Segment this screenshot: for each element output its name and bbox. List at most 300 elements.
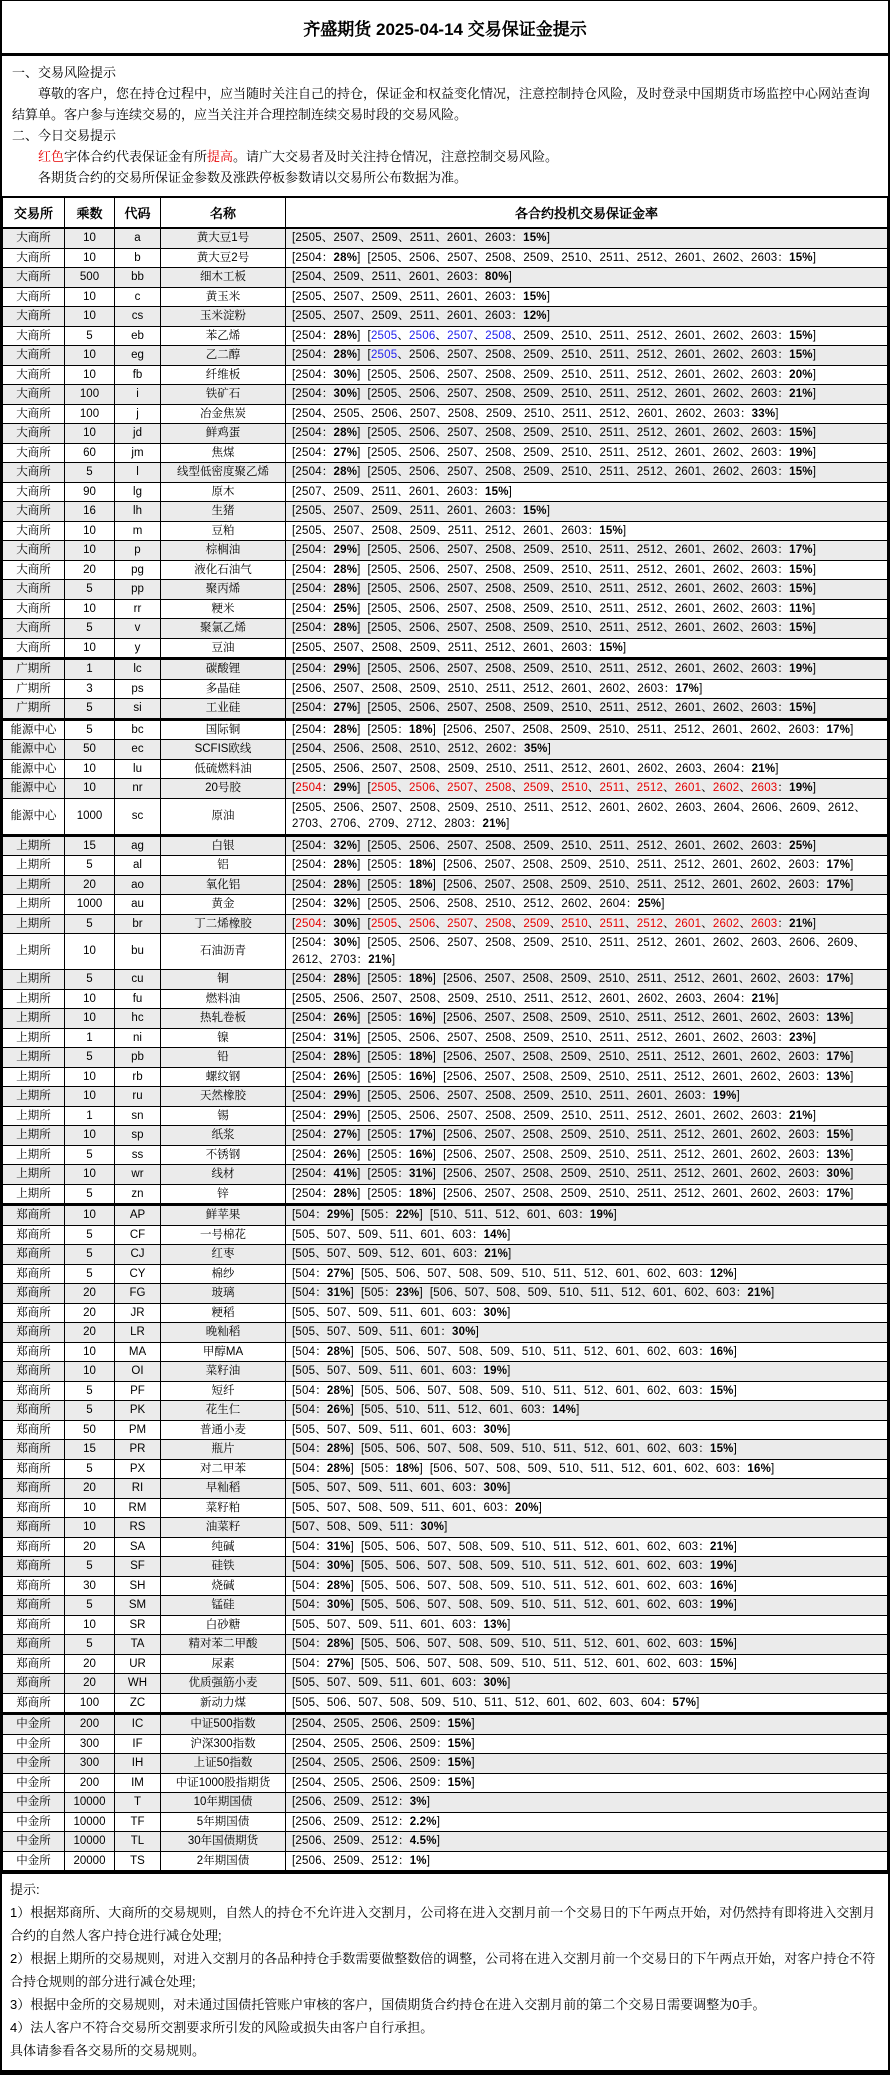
exchange-cell: 郑商所 (3, 1498, 65, 1518)
table-row (3, 875, 888, 895)
code-cell: IM (115, 1773, 161, 1793)
code-cell: au (115, 895, 161, 915)
exchange-cell: 郑商所 (3, 1576, 65, 1596)
exchange-cell: 中金所 (3, 1734, 65, 1754)
margin-rates-cell: [2505、2507、2509、2511、2601、2603：12%] (286, 307, 888, 327)
table-row (3, 1635, 888, 1655)
exchange-cell: 上期所 (3, 1184, 65, 1205)
exchange-cell: 郑商所 (3, 1342, 65, 1362)
name-cell: 豆油 (161, 638, 286, 659)
code-cell: jm (115, 443, 161, 463)
name-cell: 沪深300指数 (161, 1734, 286, 1754)
multiplier-cell: 10000 (65, 1812, 115, 1832)
code-cell: ru (115, 1087, 161, 1107)
table-row (3, 1557, 888, 1577)
margin-rates-cell: [2506、2509、2512：4.5%] (286, 1832, 888, 1852)
margin-rates-cell: [505、507、509、511、601、603：19%] (286, 1362, 888, 1382)
multiplier-cell: 5 (65, 1596, 115, 1616)
name-cell: 一号棉花 (161, 1225, 286, 1245)
exchange-cell: 大商所 (3, 307, 65, 327)
margin-rates-cell: [504：28%] [505、506、507、508、509、510、511、512、601、602、603：16%] (286, 1576, 888, 1596)
multiplier-cell: 15 (65, 1440, 115, 1460)
margin-rates-cell: [2505、2507、2509、2511、2601、2603：15%] (286, 228, 888, 248)
exchange-cell: 中金所 (3, 1793, 65, 1813)
name-cell: 纸浆 (161, 1126, 286, 1146)
multiplier-cell: 20 (65, 875, 115, 895)
code-cell: WH (115, 1674, 161, 1694)
table-row (3, 1184, 888, 1205)
exchange-cell: 郑商所 (3, 1479, 65, 1499)
table-row (3, 1459, 888, 1479)
multiplier-cell: 10 (65, 1518, 115, 1538)
exchange-cell: 郑商所 (3, 1693, 65, 1714)
name-cell: 铅 (161, 1048, 286, 1068)
code-cell: al (115, 856, 161, 876)
exchange-cell: 能源中心 (3, 779, 65, 799)
code-cell: a (115, 228, 161, 248)
table-row (3, 1106, 888, 1126)
exchange-cell: 郑商所 (3, 1205, 65, 1226)
code-cell: wr (115, 1165, 161, 1185)
table-row (3, 1832, 888, 1852)
multiplier-cell: 10 (65, 424, 115, 444)
exchange-cell: 能源中心 (3, 798, 65, 835)
table-row (3, 599, 888, 619)
exchange-cell: 中金所 (3, 1812, 65, 1832)
exchange-cell: 上期所 (3, 856, 65, 876)
margin-rates-cell: [505、507、509、511、601、603：14%] (286, 1225, 888, 1245)
multiplier-cell: 10 (65, 989, 115, 1009)
exchange-cell: 中金所 (3, 1832, 65, 1852)
table-row (3, 1674, 888, 1694)
margin-rates-cell: [504：29%] [505：22%] [510、511、512、601、603：19%] (286, 1205, 888, 1226)
multiplier-cell: 16 (65, 502, 115, 522)
name-cell: 低硫燃料油 (161, 759, 286, 779)
exchange-cell: 上期所 (3, 1165, 65, 1185)
margin-rates-cell: [2505、2506、2507、2508、2509、2510、2511、2512、2601、2602、2603、2604：21%] (286, 759, 888, 779)
multiplier-cell: 20 (65, 1537, 115, 1557)
name-cell: 热轧卷板 (161, 1009, 286, 1029)
exchange-cell: 郑商所 (3, 1225, 65, 1245)
multiplier-cell: 100 (65, 385, 115, 405)
table-row (3, 1205, 888, 1226)
exchange-cell: 大商所 (3, 521, 65, 541)
margin-rates-cell: [504：28%] [505：18%] [506、507、508、509、510、511、512、601、602、603：16%] (286, 1459, 888, 1479)
multiplier-cell: 300 (65, 1754, 115, 1774)
code-cell: cu (115, 970, 161, 990)
multiplier-cell: 100 (65, 404, 115, 424)
exchange-cell: 能源中心 (3, 740, 65, 760)
multiplier-cell: 20000 (65, 1851, 115, 1871)
margin-rates-cell: [2504、2509、2511、2601、2603：80%] (286, 268, 888, 288)
multiplier-cell: 5 (65, 1635, 115, 1655)
code-cell: PX (115, 1459, 161, 1479)
table-row (3, 1323, 888, 1343)
table-row (3, 1812, 888, 1832)
table-row (3, 1714, 888, 1735)
code-cell: JR (115, 1303, 161, 1323)
multiplier-cell: 20 (65, 1284, 115, 1304)
exchange-cell: 上期所 (3, 970, 65, 990)
table-row (3, 560, 888, 580)
table-row (3, 856, 888, 876)
name-cell: 液化石油气 (161, 560, 286, 580)
name-cell: 原油 (161, 798, 286, 835)
margin-rates-cell: [2504：26%] [2505：16%] [2506、2507、2508、2509、2510、2511、2512、2601、2602、2603：13%] (286, 1145, 888, 1165)
exchange-cell: 郑商所 (3, 1362, 65, 1382)
code-cell: SA (115, 1537, 161, 1557)
table-row (3, 1793, 888, 1813)
multiplier-cell: 10 (65, 1087, 115, 1107)
multiplier-cell: 10 (65, 638, 115, 659)
code-cell: ec (115, 740, 161, 760)
code-cell: eg (115, 346, 161, 366)
margin-rates-cell: [2507、2509、2511、2601、2603：15%] (286, 482, 888, 502)
margin-rates-cell: [505、507、509、511、601、603：30%] (286, 1303, 888, 1323)
code-cell: rb (115, 1067, 161, 1087)
margin-rates-cell: [2504：26%] [2505：16%] [2506、2507、2508、2509、2510、2511、2512、2601、2602、2603：13%] (286, 1009, 888, 1029)
margin-rates-cell: [504：28%] [505、506、507、508、509、510、511、512、601、602、603：15%] (286, 1381, 888, 1401)
table-row (3, 1245, 888, 1265)
code-cell: T (115, 1793, 161, 1813)
exchange-cell: 上期所 (3, 989, 65, 1009)
table-row (3, 740, 888, 760)
code-cell: TS (115, 1851, 161, 1871)
margin-rates-cell: [2504：28%] [2505、2506、2507、2508、2509、2510、2511、2512、2601、2602、2603：15%] (286, 248, 888, 268)
exchange-cell: 郑商所 (3, 1674, 65, 1694)
table-row (3, 502, 888, 522)
multiplier-cell: 10 (65, 759, 115, 779)
exchange-cell: 上期所 (3, 1009, 65, 1029)
table-row (3, 1225, 888, 1245)
margin-rates-cell: [505、506、507、508、509、510、511、512、601、602、603、604：57%] (286, 1693, 888, 1714)
multiplier-cell: 10 (65, 779, 115, 799)
margin-rates-cell: [2504：28%] [2505、2506、2507、2508、2509、2510、2511、2512、2601、2602、2603：15%] (286, 326, 888, 346)
name-cell: 铝 (161, 856, 286, 876)
code-cell: lu (115, 759, 161, 779)
exchange-cell: 郑商所 (3, 1596, 65, 1616)
multiplier-cell: 1 (65, 659, 115, 680)
multiplier-cell: 5 (65, 914, 115, 934)
table-row (3, 228, 888, 248)
multiplier-cell: 5 (65, 1459, 115, 1479)
multiplier-cell: 5 (65, 699, 115, 720)
exchange-cell: 郑商所 (3, 1264, 65, 1284)
code-cell: CY (115, 1264, 161, 1284)
code-cell: v (115, 619, 161, 639)
code-cell: i (115, 385, 161, 405)
margin-rates-cell: [2504：28%] [2505、2506、2507、2508、2509、2510、2511、2512、2601、2602、2603：15%] (286, 580, 888, 600)
exchange-cell: 上期所 (3, 1087, 65, 1107)
code-cell: eb (115, 326, 161, 346)
name-cell: 聚氯乙烯 (161, 619, 286, 639)
margin-rates-cell: [2505、2506、2507、2508、2509、2510、2511、2512、2601、2602、2603、2604：21%] (286, 989, 888, 1009)
margin-rates-cell: [505、507、509、511、601、603：30%] (286, 1674, 888, 1694)
table-row (3, 1654, 888, 1674)
name-cell: 短纤 (161, 1381, 286, 1401)
name-cell: 30年国债期货 (161, 1832, 286, 1852)
exchange-data-note: 各期货合约的交易所保证金参数及涨跌停板参数请以交易所公布数据为准。 (38, 170, 468, 185)
multiplier-cell: 20 (65, 1479, 115, 1499)
exchange-cell: 能源中心 (3, 759, 65, 779)
code-cell: SH (115, 1576, 161, 1596)
exchange-cell: 郑商所 (3, 1440, 65, 1460)
table-row (3, 1126, 888, 1146)
name-cell: 精对苯二甲酸 (161, 1635, 286, 1655)
name-cell: 纯碱 (161, 1537, 286, 1557)
code-cell: ps (115, 679, 161, 699)
table-row (3, 835, 888, 856)
exchange-cell: 上期所 (3, 1028, 65, 1048)
name-cell: 铁矿石 (161, 385, 286, 405)
margin-rates-cell: [2504：27%] [2505、2506、2507、2508、2509、2510、2511、2512、2601、2602、2603：19%] (286, 443, 888, 463)
name-cell: 线材 (161, 1165, 286, 1185)
code-cell: sn (115, 1106, 161, 1126)
code-cell: SR (115, 1615, 161, 1635)
multiplier-cell: 5 (65, 1145, 115, 1165)
name-cell: 20号胶 (161, 779, 286, 799)
multiplier-cell: 200 (65, 1773, 115, 1793)
multiplier-cell: 1 (65, 1028, 115, 1048)
table-row (3, 779, 888, 799)
table-row (3, 1537, 888, 1557)
name-cell: 早籼稻 (161, 1479, 286, 1499)
table-row (3, 463, 888, 483)
exchange-cell: 上期所 (3, 835, 65, 856)
multiplier-cell: 200 (65, 1714, 115, 1735)
code-cell: jd (115, 424, 161, 444)
exchange-cell: 大商所 (3, 502, 65, 522)
exchange-cell: 郑商所 (3, 1245, 65, 1265)
name-cell: 石油沥青 (161, 934, 286, 970)
margin-rates-cell: [507、508、509、511：30%] (286, 1518, 888, 1538)
multiplier-cell: 5 (65, 1401, 115, 1421)
code-cell: PF (115, 1381, 161, 1401)
code-cell: bu (115, 934, 161, 970)
margin-rates-cell: [2504：30%] [2505、2506、2507、2508、2509、2510、2511、2512、2601、2602、2603：20%] (286, 365, 888, 385)
multiplier-cell: 10 (65, 1362, 115, 1382)
margin-rates-cell: [2505、2507、2508、2509、2511、2512、2601、2603：15%] (286, 521, 888, 541)
name-cell: 黄玉米 (161, 287, 286, 307)
red-word-1: 红色 (38, 149, 65, 164)
note-item-3: 3）根据中金所的交易规则，对未通过国债托管账户审核的客户，国债期货合约持仓在进入交割月前的第二个交易日需要调整为0手。 (10, 1997, 766, 2012)
multiplier-cell: 30 (65, 1576, 115, 1596)
margin-rates-cell: [505、507、508、509、511、601、603：20%] (286, 1498, 888, 1518)
exchange-cell: 广期所 (3, 679, 65, 699)
exchange-cell: 大商所 (3, 365, 65, 385)
margin-rates-cell: [2506、2509、2512：2.2%] (286, 1812, 888, 1832)
name-cell: 棕榈油 (161, 541, 286, 561)
code-cell: cs (115, 307, 161, 327)
exchange-cell: 郑商所 (3, 1420, 65, 1440)
multiplier-cell: 20 (65, 1303, 115, 1323)
table-row (3, 1165, 888, 1185)
multiplier-cell: 1000 (65, 798, 115, 835)
table-row (3, 443, 888, 463)
margin-rates-cell: [504：28%] [505、506、507、508、509、510、511、512、601、602、603：16%] (286, 1342, 888, 1362)
exchange-cell: 中金所 (3, 1773, 65, 1793)
name-cell: 细木工板 (161, 268, 286, 288)
margin-rates-cell: [2504：28%] [2505：18%] [2506、2507、2508、2509、2510、2511、2512、2601、2602、2603：17%] (286, 875, 888, 895)
name-cell: 新动力煤 (161, 1693, 286, 1714)
multiplier-cell: 10 (65, 228, 115, 248)
code-cell: hc (115, 1009, 161, 1029)
notes-footer: 具体请参看各交易所的交易规则。 (10, 2043, 206, 2058)
name-cell: 鲜苹果 (161, 1205, 286, 1226)
margin-rates-cell: [2504：26%] [2505：16%] [2506、2507、2508、2509、2510、2511、2512、2601、2602、2603：13%] (286, 1067, 888, 1087)
name-cell: 白银 (161, 835, 286, 856)
name-cell: 不锈钢 (161, 1145, 286, 1165)
name-cell: 铜 (161, 970, 286, 990)
multiplier-cell: 10 (65, 934, 115, 970)
table-row (3, 482, 888, 502)
today-text-1: 字体合约代表保证金有所 (64, 149, 208, 164)
code-cell: PK (115, 1401, 161, 1421)
exchange-cell: 大商所 (3, 638, 65, 659)
code-cell: sp (115, 1126, 161, 1146)
name-cell: 天然橡胶 (161, 1087, 286, 1107)
name-cell: 菜籽粕 (161, 1498, 286, 1518)
exchange-cell: 郑商所 (3, 1518, 65, 1538)
name-cell: 锰硅 (161, 1596, 286, 1616)
table-row (3, 385, 888, 405)
multiplier-cell: 10 (65, 1498, 115, 1518)
notes-section (2, 1871, 888, 2070)
table-row (3, 1342, 888, 1362)
multiplier-cell: 500 (65, 268, 115, 288)
multiplier-cell: 10 (65, 248, 115, 268)
margin-rates-cell: [2504、2505、2506、2507、2508、2509、2510、2511、2512、2601、2602、2603：33%] (286, 404, 888, 424)
code-cell: zn (115, 1184, 161, 1205)
multiplier-cell: 10 (65, 346, 115, 366)
margin-rates-cell: [2504、2505、2506、2509：15%] (286, 1734, 888, 1754)
margin-rates-cell: [2504：29%] [2505、2506、2507、2508、2509、2510、2511、2512、2601、2602、2603：21%] (286, 1106, 888, 1126)
table-row (3, 1362, 888, 1382)
multiplier-cell: 3 (65, 679, 115, 699)
code-cell: TF (115, 1812, 161, 1832)
multiplier-cell: 5 (65, 719, 115, 740)
exchange-cell: 郑商所 (3, 1381, 65, 1401)
code-cell: IH (115, 1754, 161, 1774)
table-row (3, 404, 888, 424)
name-cell: 5年期国债 (161, 1812, 286, 1832)
note-item-4: 4）法人客户不符合交易所交割要求所引发的风险或损失由客户自行承担。 (10, 2020, 434, 2035)
name-cell: 原木 (161, 482, 286, 502)
risk-paragraph: 尊敬的客户，您在持仓过程中，应当随时关注自己的持仓，保证金和权益变化情况，注意控制持仓风险，及时登录中国期货市场监控中心网站查询结算单。客户参与连续交易的，应当关注并合理控制连续交易时段的交易风险。 (12, 86, 871, 122)
name-cell: 尿素 (161, 1654, 286, 1674)
multiplier-cell: 15 (65, 835, 115, 856)
margin-rates-cell: [2504：28%] [2505、2506、2507、2508、2509、2510、2511、2512、2601、2602、2603：15%] (286, 346, 888, 366)
name-cell: 锌 (161, 1184, 286, 1205)
multiplier-cell: 5 (65, 970, 115, 990)
table-row (3, 1067, 888, 1087)
table-row (3, 934, 888, 970)
exchange-cell: 郑商所 (3, 1537, 65, 1557)
notes-heading: 提示: (10, 1882, 40, 1897)
code-cell: TL (115, 1832, 161, 1852)
name-cell: 苯乙烯 (161, 326, 286, 346)
margin-rates-cell: [2504：30%] [2505、2506、2507、2508、2509、2510、2511、2512、2601、2602、2603、2606、2609、2612、2703：21%] (286, 934, 888, 970)
name-cell: 黄大豆1号 (161, 228, 286, 248)
exchange-cell: 广期所 (3, 659, 65, 680)
table-row (3, 1518, 888, 1538)
code-cell: m (115, 521, 161, 541)
exchange-cell: 大商所 (3, 228, 65, 248)
name-cell: SCFIS欧线 (161, 740, 286, 760)
code-cell: PM (115, 1420, 161, 1440)
table-row (3, 1009, 888, 1029)
code-cell: lg (115, 482, 161, 502)
exchange-cell: 郑商所 (3, 1284, 65, 1304)
table-row (3, 365, 888, 385)
table-row (3, 580, 888, 600)
exchange-cell: 中金所 (3, 1851, 65, 1871)
table-row (3, 970, 888, 990)
multiplier-cell: 5 (65, 1184, 115, 1205)
code-cell: l (115, 463, 161, 483)
code-cell: nr (115, 779, 161, 799)
code-cell: pg (115, 560, 161, 580)
multiplier-cell: 10 (65, 307, 115, 327)
table-row (3, 759, 888, 779)
exchange-cell: 郑商所 (3, 1459, 65, 1479)
exchange-cell: 大商所 (3, 463, 65, 483)
multiplier-cell: 50 (65, 1420, 115, 1440)
table-row (3, 1734, 888, 1754)
multiplier-cell: 1000 (65, 895, 115, 915)
table-row (3, 287, 888, 307)
code-cell: RM (115, 1498, 161, 1518)
margin-rates-cell: [2504：28%] [2505：18%] [2506、2507、2508、2509、2510、2511、2512、2601、2602、2603：17%] (286, 856, 888, 876)
margin-rates-cell: [505、507、509、511、601、603：30%] (286, 1479, 888, 1499)
name-cell: 对二甲苯 (161, 1459, 286, 1479)
exchange-cell: 大商所 (3, 599, 65, 619)
multiplier-cell: 5 (65, 580, 115, 600)
name-cell: 晚籼稻 (161, 1323, 286, 1343)
code-cell: ZC (115, 1693, 161, 1714)
name-cell: 白砂糖 (161, 1615, 286, 1635)
exchange-cell: 上期所 (3, 1067, 65, 1087)
multiplier-cell: 10 (65, 365, 115, 385)
today-heading: 二、今日交易提示 (12, 128, 117, 143)
name-cell: 2年期国债 (161, 1851, 286, 1871)
margin-rates-cell: [504：27%] [505、506、507、508、509、510、511、512、601、602、603：15%] (286, 1654, 888, 1674)
multiplier-cell: 10 (65, 1205, 115, 1226)
table-row (3, 659, 888, 680)
exchange-cell: 大商所 (3, 268, 65, 288)
margin-rates-cell: [504：30%] [505、506、507、508、509、510、511、512、601、602、603：19%] (286, 1557, 888, 1577)
exchange-cell: 郑商所 (3, 1615, 65, 1635)
header-multiplier: 乘数 (65, 197, 115, 228)
exchange-cell: 大商所 (3, 287, 65, 307)
table-row (3, 1401, 888, 1421)
multiplier-cell: 10 (65, 1342, 115, 1362)
margin-rates-cell: [2504：27%] [2505：17%] [2506、2507、2508、2509、2510、2511、2512、2601、2602、2603：15%] (286, 1126, 888, 1146)
multiplier-cell: 5 (65, 1557, 115, 1577)
margin-rates-cell: [2504：29%] [2505、2506、2507、2508、2509、2510、2511、2512、2601、2602、2603：17%] (286, 541, 888, 561)
today-text-2: 。请广大交易者及时关注持仓情况，注意控制交易风险。 (233, 149, 559, 164)
margin-rates-cell: [2504、2505、2506、2509：15%] (286, 1714, 888, 1735)
margin-rates-cell: [2504：30%] [2505、2506、2507、2508、2509、2510、2511、2512、2601、2602、2603：21%] (286, 385, 888, 405)
name-cell: 烧碱 (161, 1576, 286, 1596)
code-cell: bb (115, 268, 161, 288)
margin-rates-cell: [2504：28%] [2505：18%] [2506、2507、2508、2509、2510、2511、2512、2601、2602、2603：17%] (286, 1048, 888, 1068)
multiplier-cell: 5 (65, 326, 115, 346)
code-cell: FG (115, 1284, 161, 1304)
multiplier-cell: 90 (65, 482, 115, 502)
multiplier-cell: 60 (65, 443, 115, 463)
code-cell: ss (115, 1145, 161, 1165)
